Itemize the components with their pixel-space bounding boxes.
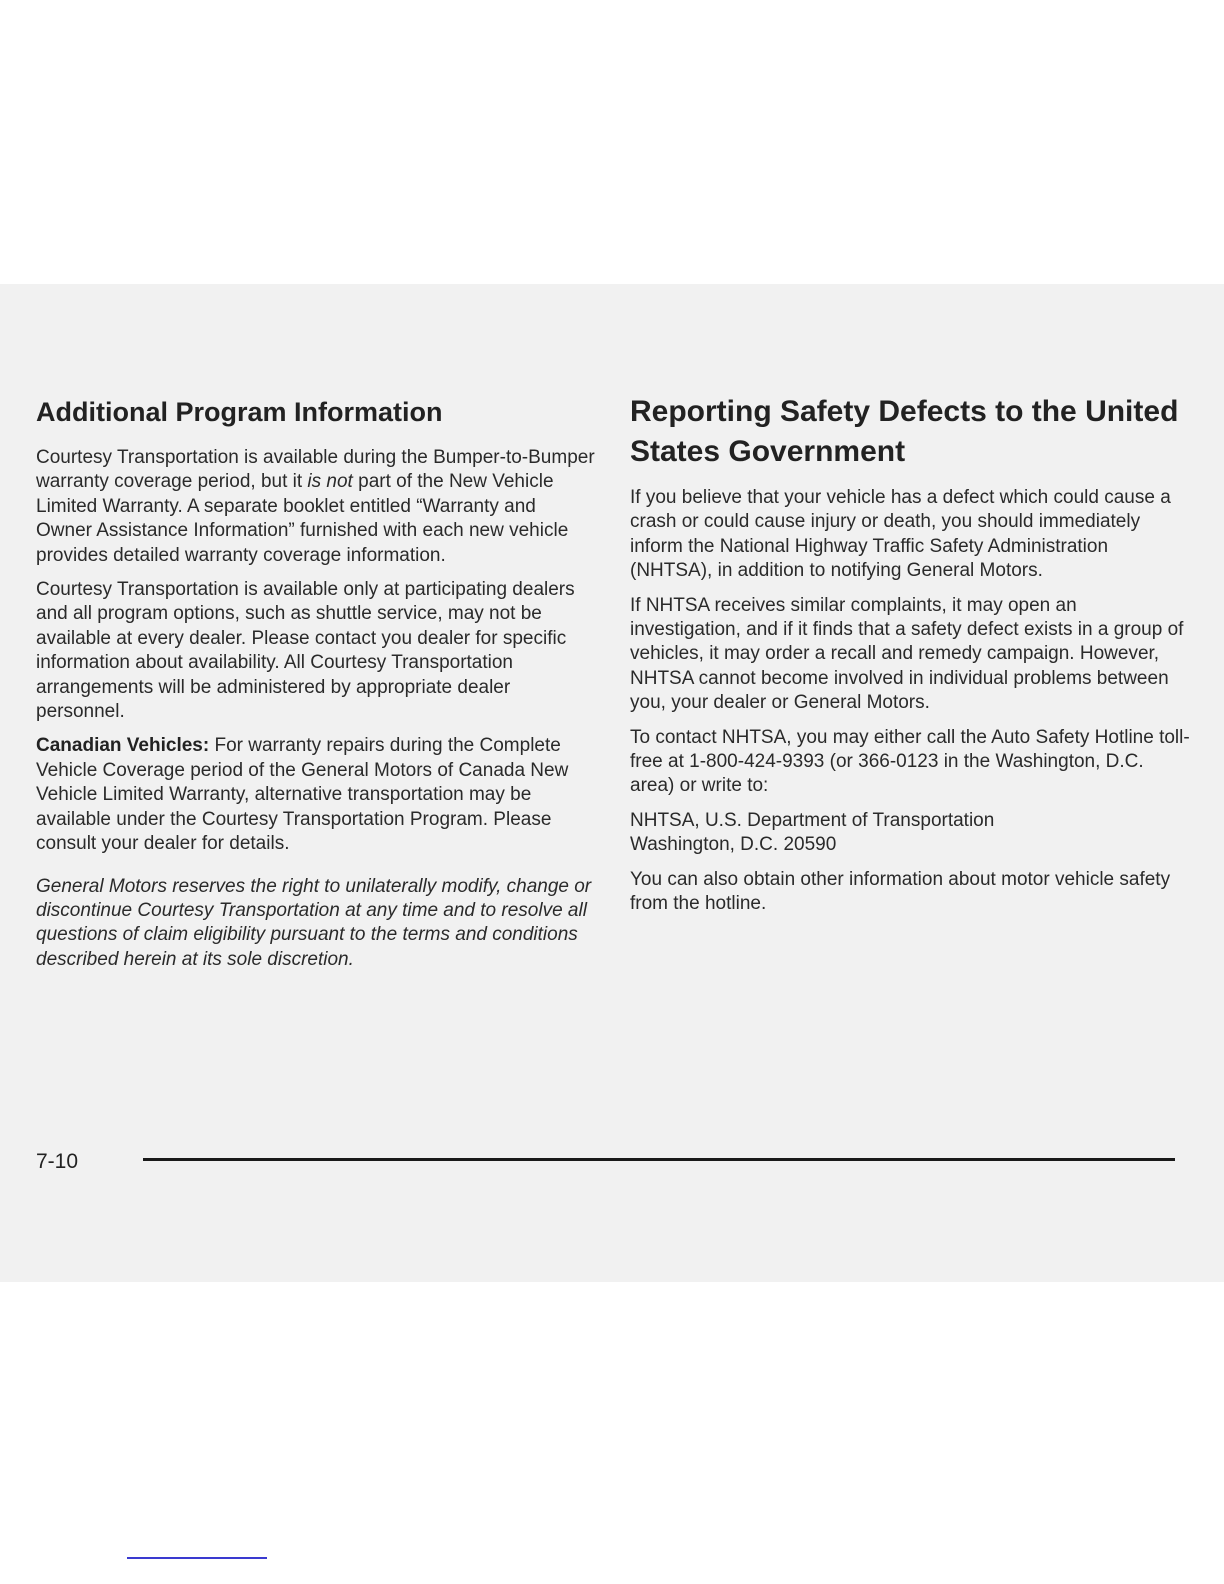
gm-reserves-paragraph: General Motors reserves the right to unilaterally modify, change or discontinue Courtesy Transportation at any time and to resolve all questions of claim eligibility pursuant to the terms and conditions described herein at its sole discretion. (36, 875, 592, 970)
footer-divider (143, 1158, 1175, 1161)
page-number: 7-10 (36, 1150, 79, 1173)
participating-dealers-paragraph: Courtesy Transportation is available only at participating dealers and all program options, such as shuttle service, may not be available at every dealer. Please contact you dealer for specific information about availability. All Courtesy Transportation arrangements will be administered by appropriate dealer personnel. (36, 579, 575, 723)
bottom-divider (127, 1557, 267, 1559)
left-column (36, 392, 596, 982)
additional-program-heading: Additional Program Information (36, 397, 443, 427)
believe-defect-paragraph: If you believe that your vehicle has a defect which could cause a crash or could cause injury or death, you should immediately inform the National Highway Traffic Safety Administration (NHTSA), in addition to notifying General Motors. (630, 487, 1171, 582)
address-line-2: Washington, D.C. 20590 (630, 834, 837, 856)
nhtsa-complaints-paragraph: If NHTSA receives similar complaints, it may open an investigation, and if it finds that a safety defect exists in a group of vehicles, it may order a recall and remedy campaign. However, NHTSA cannot become involved in individual problems between you, your dealer or General Motors. (630, 594, 1184, 714)
reporting-safety-heading: Reporting Safety Defects to the United States Government (630, 395, 1179, 468)
address-line-1: NHTSA, U.S. Department of Transportation (630, 809, 995, 831)
canadian-vehicles-paragraph: Canadian Vehicles: For warranty repairs during the Complete Vehicle Coverage period of the General Motors of Canada New Vehicle Limited Warranty, alternative transportation may be available under the Courtesy Transportation Program. Please consult your dealer for details. (36, 735, 569, 855)
nhtsa-address (630, 809, 1190, 858)
contact-nhtsa-paragraph: To contact NHTSA, you may either call the Auto Safety Hotline toll-free at 1-800-424-9393 (or 366-0123 in the Washington, D.C. area) or write to: (630, 726, 1190, 797)
courtesy-transport-paragraph: Courtesy Transportation is available during the Bumper-to-Bumper warranty coverage period, but it is not part of the New Vehicle Limited Warranty. A separate booklet entitled “Warranty and Owner Assistance Information” furnished with each new vehicle provides detailed warranty coverage information. (36, 447, 595, 566)
canadian-vehicles-label: Canadian Vehicles: (36, 735, 210, 757)
other-info-paragraph: You can also obtain other information about motor vehicle safety from the hotline. (630, 868, 1171, 915)
right-column (630, 392, 1190, 927)
